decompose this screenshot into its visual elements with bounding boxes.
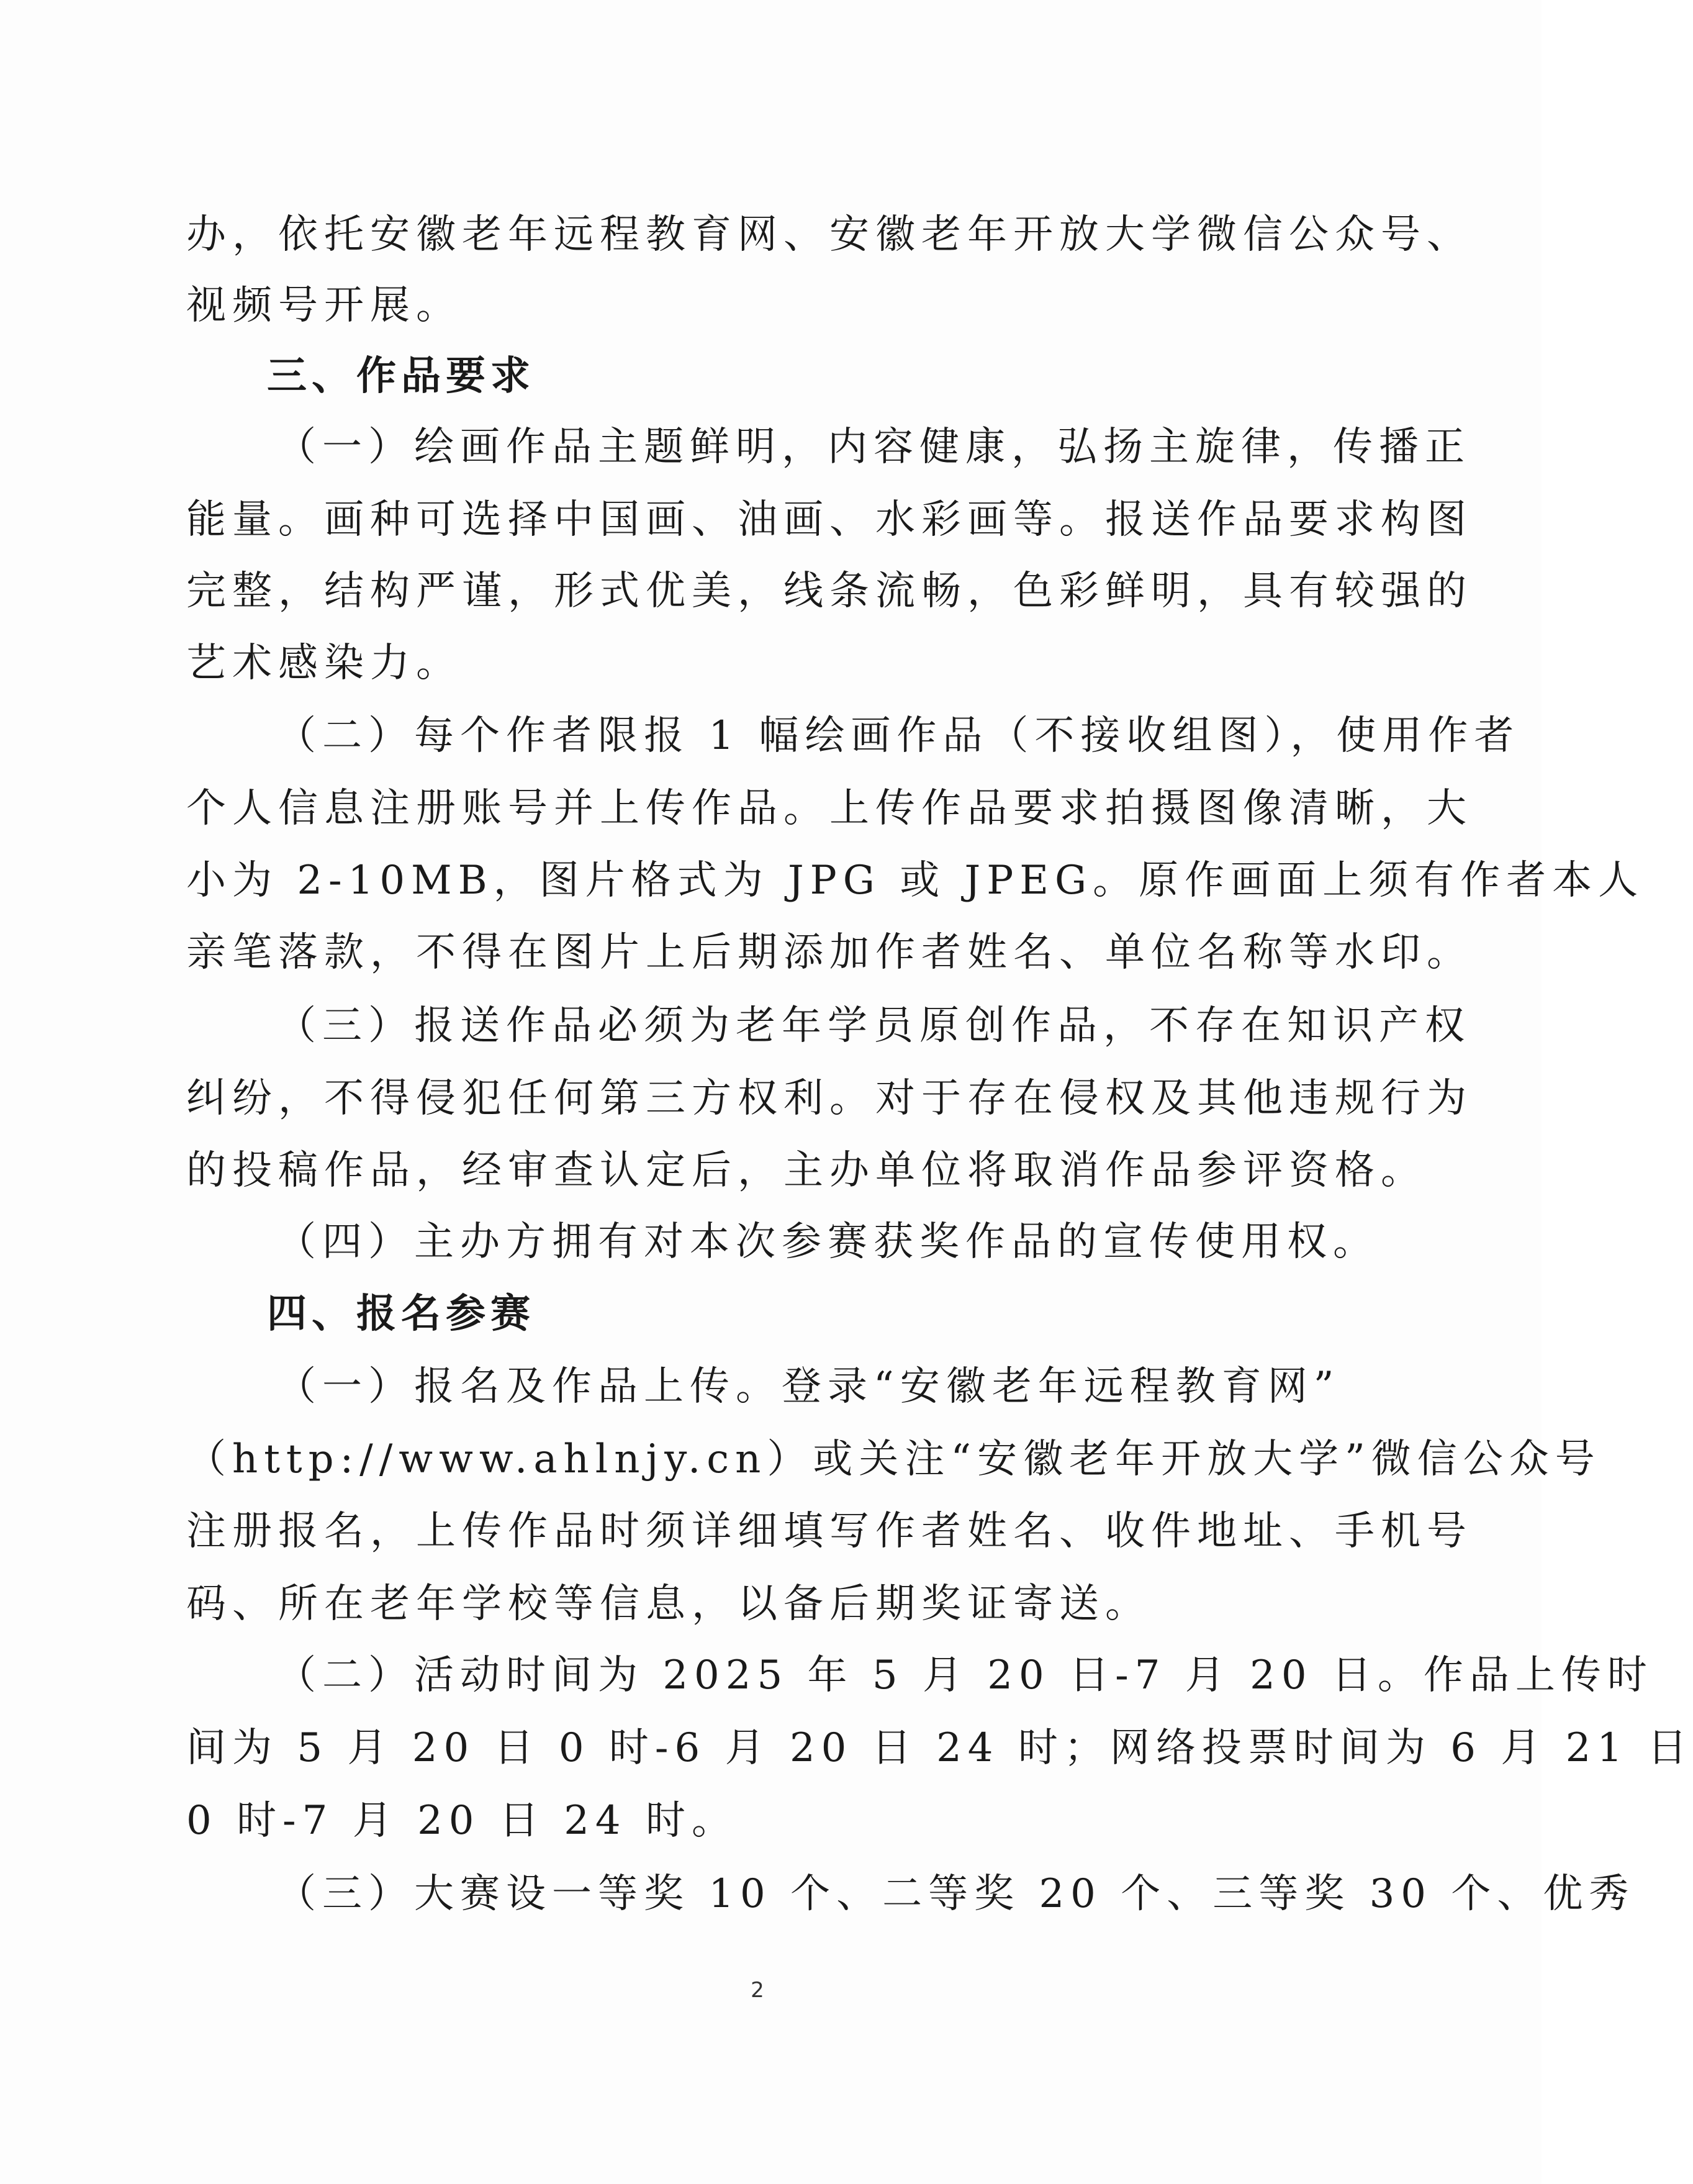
section-heading: 三、作品要求 — [267, 353, 535, 399]
body-text-line: 视频号开展。 — [186, 283, 462, 329]
body-text-line: 办，依托安徽老年远程教育网、安徽老年开放大学微信公众号、 — [186, 212, 1473, 258]
body-text-line: 完整，结构严谨，形式优美，线条流畅，色彩鲜明，具有较强的 — [186, 568, 1473, 614]
page-number: 2 — [751, 1978, 764, 2003]
body-text-line: 码、所在老年学校等信息，以备后期奖证寄送。 — [186, 1581, 1151, 1627]
body-text-line: 注册报名，上传作品时须详细填写作者姓名、收件地址、手机号 — [186, 1508, 1473, 1554]
body-text-line: 亲笔落款，不得在图片上后期添加作者姓名、单位名称等水印。 — [186, 930, 1473, 976]
section-heading: 四、报名参赛 — [267, 1291, 535, 1337]
body-text-line: 间为 5 月 20 日 0 时-6 月 20 日 24 时；网络投票时间为 6 月 21 日 — [186, 1725, 1693, 1771]
body-text-line: 小为 2-10MB，图片格式为 JPG 或 JPEG。原作画面上须有作者本人 — [186, 858, 1645, 904]
body-text-line: （三）大赛设一等奖 10 个、二等奖 20 个、三等奖 30 个、优秀 — [276, 1871, 1635, 1917]
body-text-line: 纠纷，不得侵犯任何第三方权利。对于存在侵权及其他违规行为 — [186, 1076, 1473, 1121]
body-text-line: （一）报名及作品上传。登录“安徽老年远程教育网” — [276, 1364, 1340, 1410]
body-text-line: 0 时-7 月 20 日 24 时。 — [186, 1798, 738, 1844]
body-text-line: 艺术感染力。 — [186, 640, 462, 686]
body-text-line: 能量。画种可选择中国画、油画、水彩画等。报送作品要求构图 — [186, 497, 1473, 543]
body-text-line: （二）每个作者限报 1 幅绘画作品（不接收组图），使用作者 — [276, 713, 1520, 759]
body-text-line: 个人信息注册账号并上传作品。上传作品要求拍摄图像清晰，大 — [186, 786, 1473, 831]
body-text-line: 的投稿作品，经审查认定后，主办单位将取消作品参评资格。 — [186, 1148, 1427, 1194]
body-text-line: （四）主办方拥有对本次参赛获奖作品的宣传使用权。 — [276, 1219, 1379, 1265]
body-text-line-with-url: （http://www.ahlnjy.cn）或关注“安徽老年开放大学”微信公众号 — [186, 1436, 1601, 1482]
body-text-line: （三）报送作品必须为老年学员原创作品，不存在知识产权 — [276, 1003, 1471, 1049]
body-text-line: （二）活动时间为 2025 年 5 月 20 日-7 月 20 日。作品上传时 — [276, 1652, 1653, 1698]
body-text-line: （一）绘画作品主题鲜明，内容健康，弘扬主旋律，传播正 — [276, 424, 1471, 470]
